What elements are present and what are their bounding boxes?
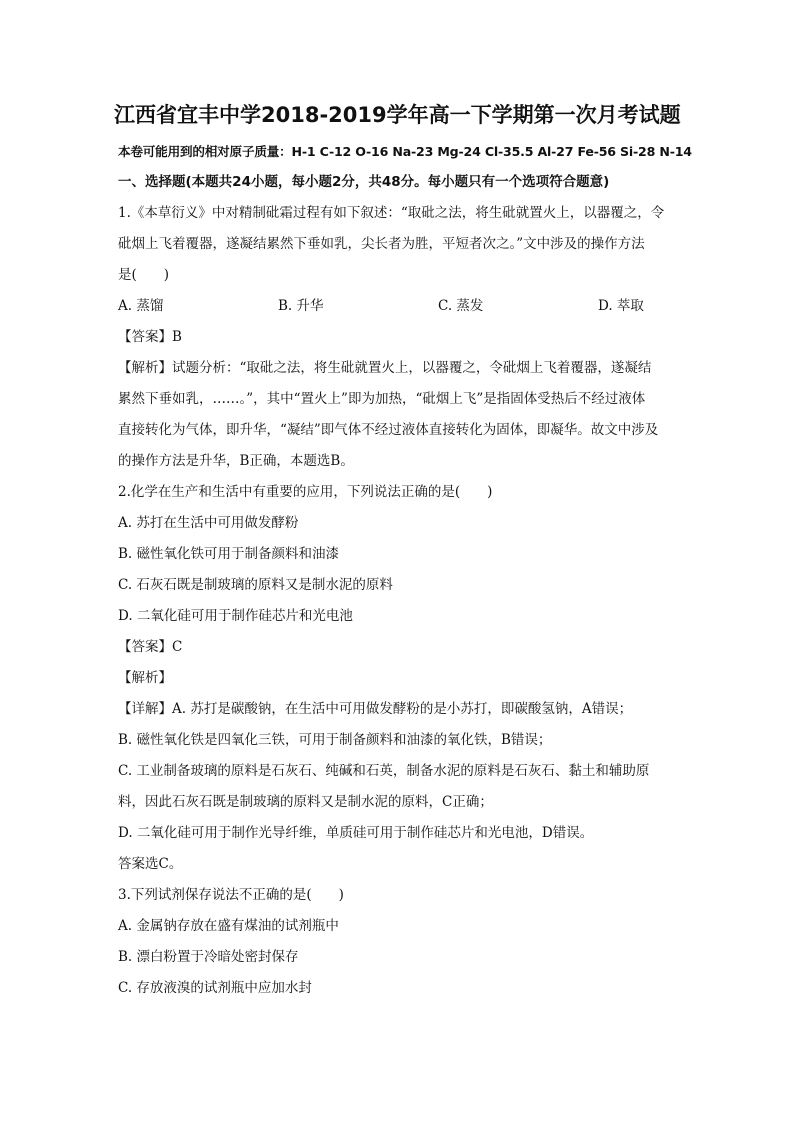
question-2-detail-line: C. 工业制备玻璃的原料是石灰石、纯碱和石英，制备水泥的原料是石灰石、黏土和辅助原	[118, 763, 650, 779]
question-2-option-d: D. 二氧化硅可用于制作硅芯片和光电池	[118, 608, 353, 624]
question-3-option-c: C. 存放液溴的试剂瓶中应加水封	[118, 980, 312, 996]
question-1-analysis-line: 的操作方法是升华，B正确，本题选B。	[118, 453, 354, 469]
section-heading: 一、选择题(本题共24小题，每小题2分，共48分。每小题只有一个选项符合题意)	[118, 174, 610, 190]
question-2-detail-line: 料，因此石灰石既是制玻璃的原料又是制水泥的原料，C正确；	[118, 794, 493, 810]
question-1-analysis-line: 【解析】试题分析：“取砒之法，将生砒就置火上，以器覆之，令砒烟上飞着覆器，遂凝结	[118, 360, 652, 376]
question-1-analysis-line: 累然下垂如乳，……。”，其中“置火上”即为加热，“砒烟上飞”是指固体受热后不经过液体	[118, 391, 646, 407]
question-1-answer: 【答案】B	[118, 329, 182, 345]
page-title: 江西省宜丰中学2018-2019学年高一下学期第一次月考试题	[114, 103, 681, 127]
question-2-detail-line: 【详解】A. 苏打是碳酸钠，在生活中可用做发酵粉的是小苏打，即碳酸氢钠，A错误；	[118, 701, 633, 717]
question-3-option-a: A. 金属钠存放在盛有煤油的试剂瓶中	[118, 918, 339, 934]
question-1-stem-line: 1.《本草衍义》中对精制砒霜过程有如下叙述：“取砒之法，将生砒就置火上，以器覆之，令	[118, 205, 665, 221]
question-3-stem: 3.下列试剂保存说法不正确的是( )	[118, 887, 344, 903]
question-3-option-b: B. 漂白粉置于冷暗处密封保存	[118, 949, 299, 965]
question-2	[118, 477, 678, 880]
question-1-option-b: B. 升华	[278, 298, 324, 314]
question-1-option-c: C. 蒸发	[438, 298, 484, 314]
question-2-option-b: B. 磁性氧化铁可用于制备颜料和油漆	[118, 546, 340, 562]
question-1-analysis-line: 直接转化为气体，即升华，“凝结”即气体不经过液体直接转化为固体，即凝华。故文中涉及	[118, 422, 659, 438]
question-1-option-a: A. 蒸馏	[118, 298, 164, 314]
question-1-options	[118, 291, 678, 322]
question-2-detail-line: D. 二氧化硅可用于制作光导纤维，单质硅可用于制作硅芯片和光电池，D错误。	[118, 825, 594, 841]
question-1	[118, 198, 678, 477]
atomic-masses-note: 本卷可能用到的相对原子质量：H-1 C-12 O-16 Na-23 Mg-24 Cl-35.5 Al-27 Fe-56 Si-28 N-14	[118, 144, 692, 159]
document-content	[114, 100, 692, 1004]
question-1-stem-line: 砒烟上飞着覆器，遂凝结累然下垂如乳，尖长者为胜，平短者次之。”文中涉及的操作方法	[118, 236, 645, 252]
question-2-analysis-label: 【解析】	[118, 670, 172, 686]
question-2-detail-line: 答案选C。	[118, 856, 183, 872]
question-2-option-c: C. 石灰石既是制玻璃的原料又是制水泥的原料	[118, 577, 393, 593]
question-2-detail-line: B. 磁性氧化铁是四氧化三铁，可用于制备颜料和油漆的氧化铁，B错误；	[118, 732, 552, 748]
question-3	[118, 880, 678, 1004]
question-1-option-d: D. 萃取	[598, 298, 644, 314]
question-2-option-a: A. 苏打在生活中可用做发酵粉	[118, 515, 299, 531]
question-2-stem: 2.化学在生产和生活中有重要的应用，下列说法正确的是( )	[118, 484, 493, 500]
question-2-answer: 【答案】C	[118, 639, 183, 655]
question-1-stem-line: 是( )	[118, 267, 170, 283]
